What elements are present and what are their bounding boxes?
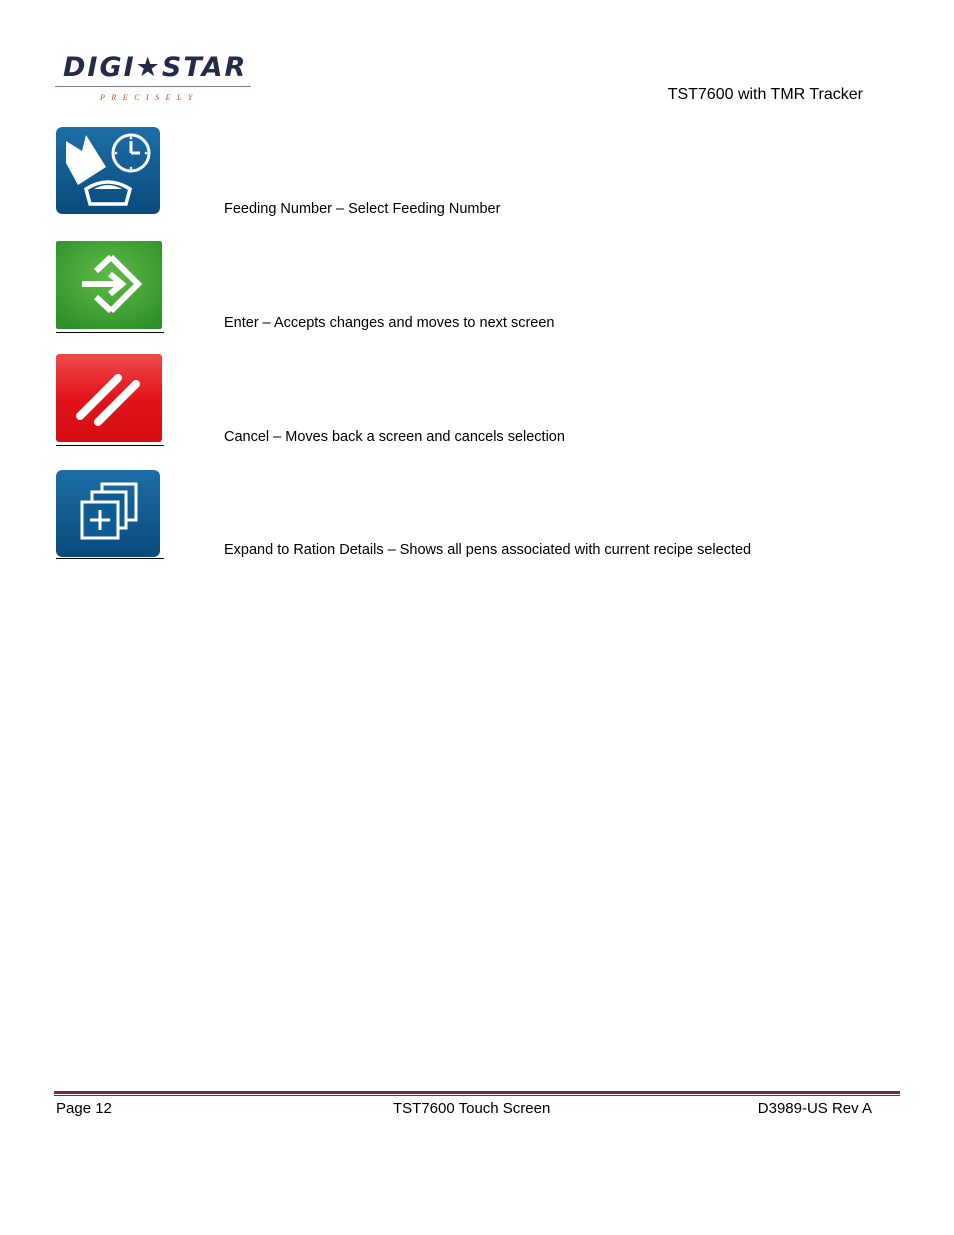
enter-underline	[56, 332, 164, 333]
expand-underline	[56, 558, 164, 559]
document-id: D3989-US Rev A	[757, 1100, 872, 1117]
footer-title: TST7600 Touch Screen	[393, 1100, 551, 1117]
digistar-logo	[55, 52, 253, 106]
expand-item	[56, 470, 164, 557]
feeding-number-icon[interactable]	[56, 127, 160, 214]
feeding-number-description: Feeding Number – Select Feeding Number	[224, 201, 501, 217]
page-number: Page 12	[56, 1100, 112, 1117]
header-title: TST7600 with TMR Tracker	[667, 86, 863, 103]
expand-icon[interactable]	[56, 470, 160, 557]
cancel-icon[interactable]	[56, 354, 162, 442]
feeding-number-item	[56, 127, 164, 214]
enter-item	[56, 241, 164, 329]
cancel-underline	[56, 445, 164, 446]
logo-tagline: PRECISELY	[100, 93, 199, 102]
footer-rule-thin	[54, 1095, 900, 1096]
footer-rule	[54, 1091, 900, 1094]
cancel-description: Cancel – Moves back a screen and cancels selection	[224, 429, 565, 445]
cancel-item	[56, 354, 164, 442]
expand-description: Expand to Ration Details – Shows all pens associated with current recipe selected	[224, 542, 752, 558]
enter-icon[interactable]	[56, 241, 162, 329]
logo-wordmark: DIGI★STAR	[63, 52, 248, 83]
enter-description: Enter – Accepts changes and moves to next screen	[224, 315, 555, 331]
logo-rule	[55, 86, 251, 87]
